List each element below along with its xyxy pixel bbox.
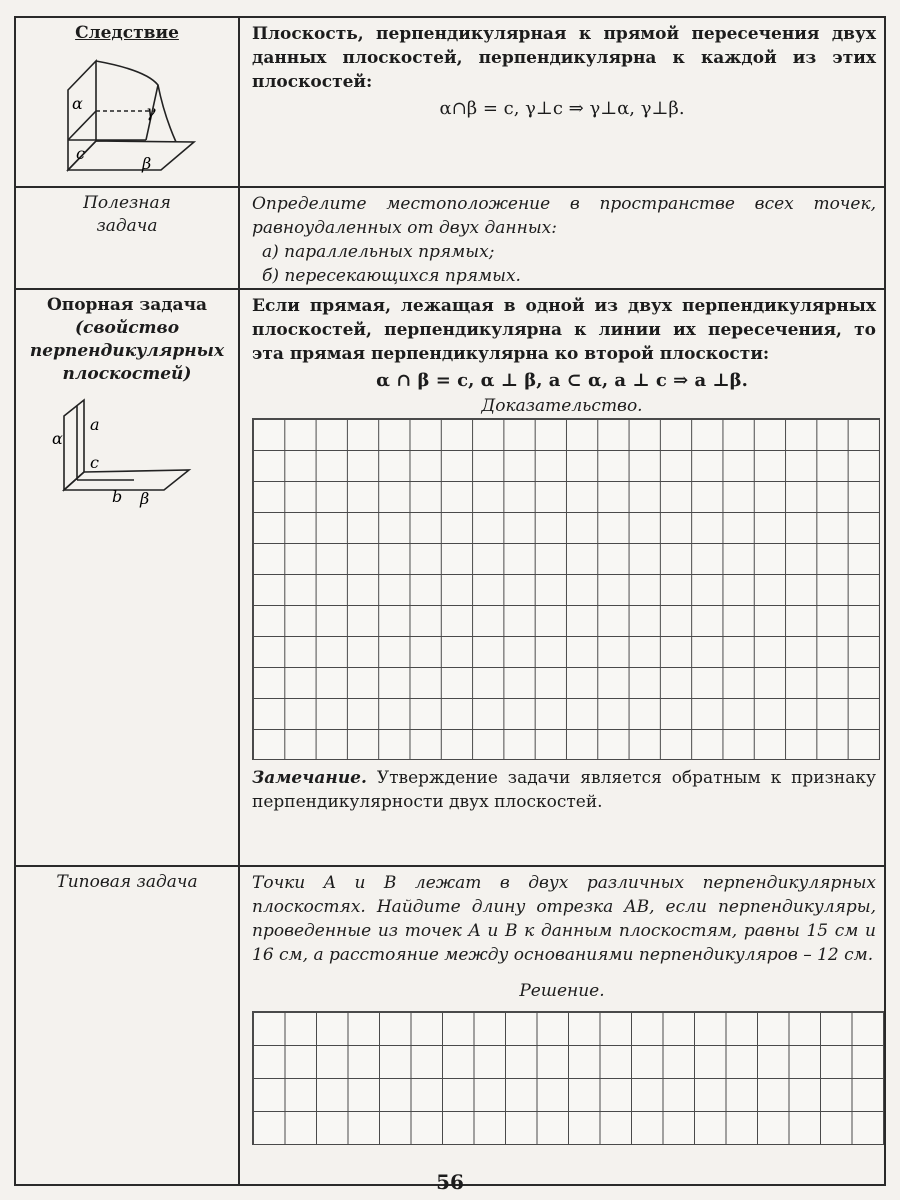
proof-label: Доказательство.	[481, 396, 643, 416]
solution-grid	[252, 1011, 884, 1145]
proof-grid	[252, 418, 880, 760]
reference-right-cell	[239, 289, 885, 866]
corollary-text: Плоскость, перпендикулярная к прямой пересечения двух данных плоскостей, перпендикулярна к каждой из этих плоскостей:	[252, 24, 876, 92]
corollary-diagram	[46, 45, 196, 175]
row-corollary	[15, 17, 885, 187]
typical-title: Типовая задача	[56, 872, 198, 892]
row-reference-problem	[15, 289, 885, 866]
corollary-title: Следствие	[75, 23, 179, 43]
useful-text: Определите местоположение в пространстве всех точек, равноудаленных от двух данных:	[252, 194, 876, 238]
useful-item-a: а) параллельных прямых;	[262, 242, 495, 262]
reference-formula: α ∩ β = c, α ⊥ β, a ⊂ α, a ⊥ c ⇒ a ⊥β.	[376, 370, 748, 391]
typical-text: Точки A и B лежат в двух различных перпендикулярных плоскостях. Найдите длину отрезка AB, если перпендикуляры, проведенные из точек A и B к данным плоскостям, равны 15 см и 16 см, а расстояние между основаниями перпендикуляров – 12 см.	[252, 873, 876, 965]
label-beta: β	[140, 489, 150, 508]
corollary-left-cell	[15, 17, 239, 187]
label-beta: β	[142, 154, 152, 173]
useful-title-line1: Полезная	[83, 193, 171, 213]
label-a: a	[90, 415, 100, 434]
label-gamma: γ	[146, 102, 156, 121]
useful-item-b: б) пересекающихся прямых.	[262, 266, 521, 286]
reference-title: Опорная задача	[46, 295, 208, 315]
useful-title-line2: задача	[96, 216, 158, 236]
label-c: c	[90, 453, 99, 472]
reference-diagram	[44, 396, 194, 516]
corollary-formula: α∩β = c, γ⊥c ⇒ γ⊥α, γ⊥β.	[439, 98, 685, 119]
reference-remark	[240, 760, 884, 814]
remark-label: Замечание.	[252, 768, 367, 788]
label-b: b	[112, 487, 123, 506]
remark-text: Утверждение задачи является обратным к признаку перпендикулярности двух плоскостей.	[252, 768, 876, 812]
content-table	[14, 16, 886, 1186]
typical-left-cell	[15, 866, 239, 1185]
row-useful-problem	[15, 187, 885, 289]
useful-left-cell	[15, 187, 239, 289]
reference-subtitle: (свойство перпендикулярных плоскостей)	[29, 318, 225, 384]
row-typical-problem	[15, 866, 885, 1185]
page-number: 56	[436, 1170, 464, 1194]
label-alpha: α	[52, 429, 63, 448]
reference-text: Если прямая, лежащая в одной из двух перпендикулярных плоскостей, перпендикулярна к линии их пересечения, то эта прямая перпендикулярна ко второй плоскости:	[252, 296, 876, 364]
useful-right-cell	[239, 187, 885, 289]
typical-right-cell	[239, 866, 885, 1185]
reference-left-cell	[15, 289, 239, 866]
corollary-right-cell	[239, 17, 885, 187]
label-alpha: α	[72, 94, 83, 113]
label-c: c	[76, 144, 85, 163]
solution-label: Решение.	[519, 981, 605, 1001]
